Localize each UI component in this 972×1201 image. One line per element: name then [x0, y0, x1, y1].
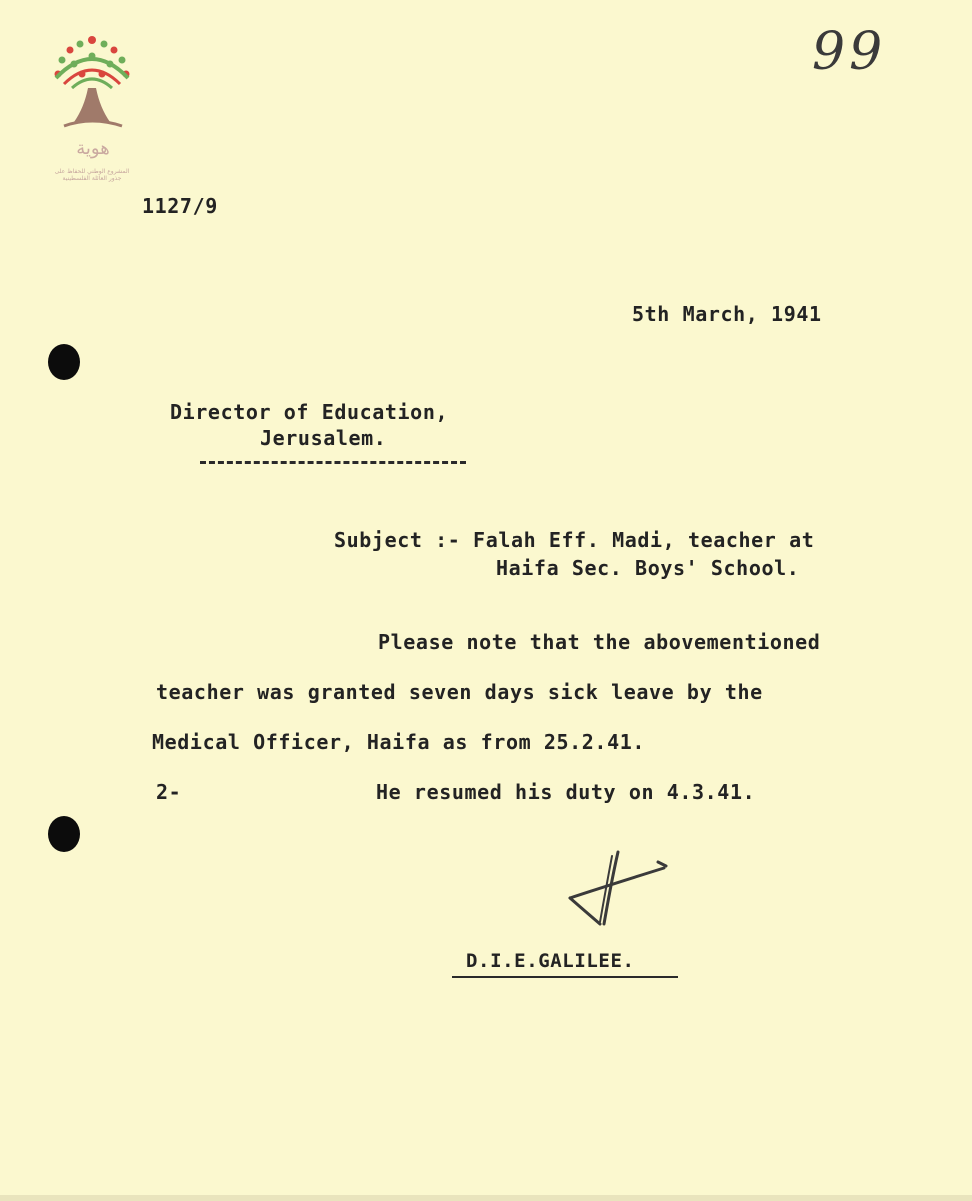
- logo-subtitle-line-2: جذور العائلة الفلسطينية: [62, 175, 122, 182]
- logo-wordmark: هوية: [76, 138, 110, 159]
- paragraph-2-number: 2-: [156, 780, 182, 804]
- body-paragraph-2: He resumed his duty on 4.3.41.: [376, 780, 756, 804]
- body-paragraph-1-line-1: Please note that the abovementioned: [378, 630, 821, 654]
- addressee-line-1: Director of Education,: [170, 400, 449, 424]
- page-bottom-edge: [0, 1195, 972, 1201]
- subject-line-1: Subject :- Falah Eff. Madi, teacher at: [334, 528, 815, 552]
- letter-date: 5th March, 1941: [632, 302, 822, 326]
- handwritten-signature: [560, 848, 680, 938]
- logo-subtitle: [44, 168, 140, 182]
- addressee-line-2: Jerusalem.: [260, 426, 387, 450]
- body-paragraph-1-line-2: teacher was granted seven days sick leave by the: [156, 680, 763, 704]
- signatory-underline: [452, 976, 678, 978]
- page-number: 99: [812, 22, 887, 82]
- punch-hole-bottom: [48, 816, 80, 852]
- reference-number: 1127/9: [142, 194, 218, 218]
- addressee-underline: [200, 461, 466, 464]
- signatory-title: D.I.E.GALILEE.: [466, 950, 635, 972]
- punch-hole-top: [48, 344, 80, 380]
- subject-line-2: Haifa Sec. Boys' School.: [496, 556, 800, 580]
- body-paragraph-1-line-3: Medical Officer, Haifa as from 25.2.41.: [152, 730, 645, 754]
- logo-subtitle-line-1: المشروع الوطني للحفاظ على: [54, 168, 130, 175]
- heritage-logo: [44, 30, 140, 182]
- tree-logo-icon: [44, 30, 140, 134]
